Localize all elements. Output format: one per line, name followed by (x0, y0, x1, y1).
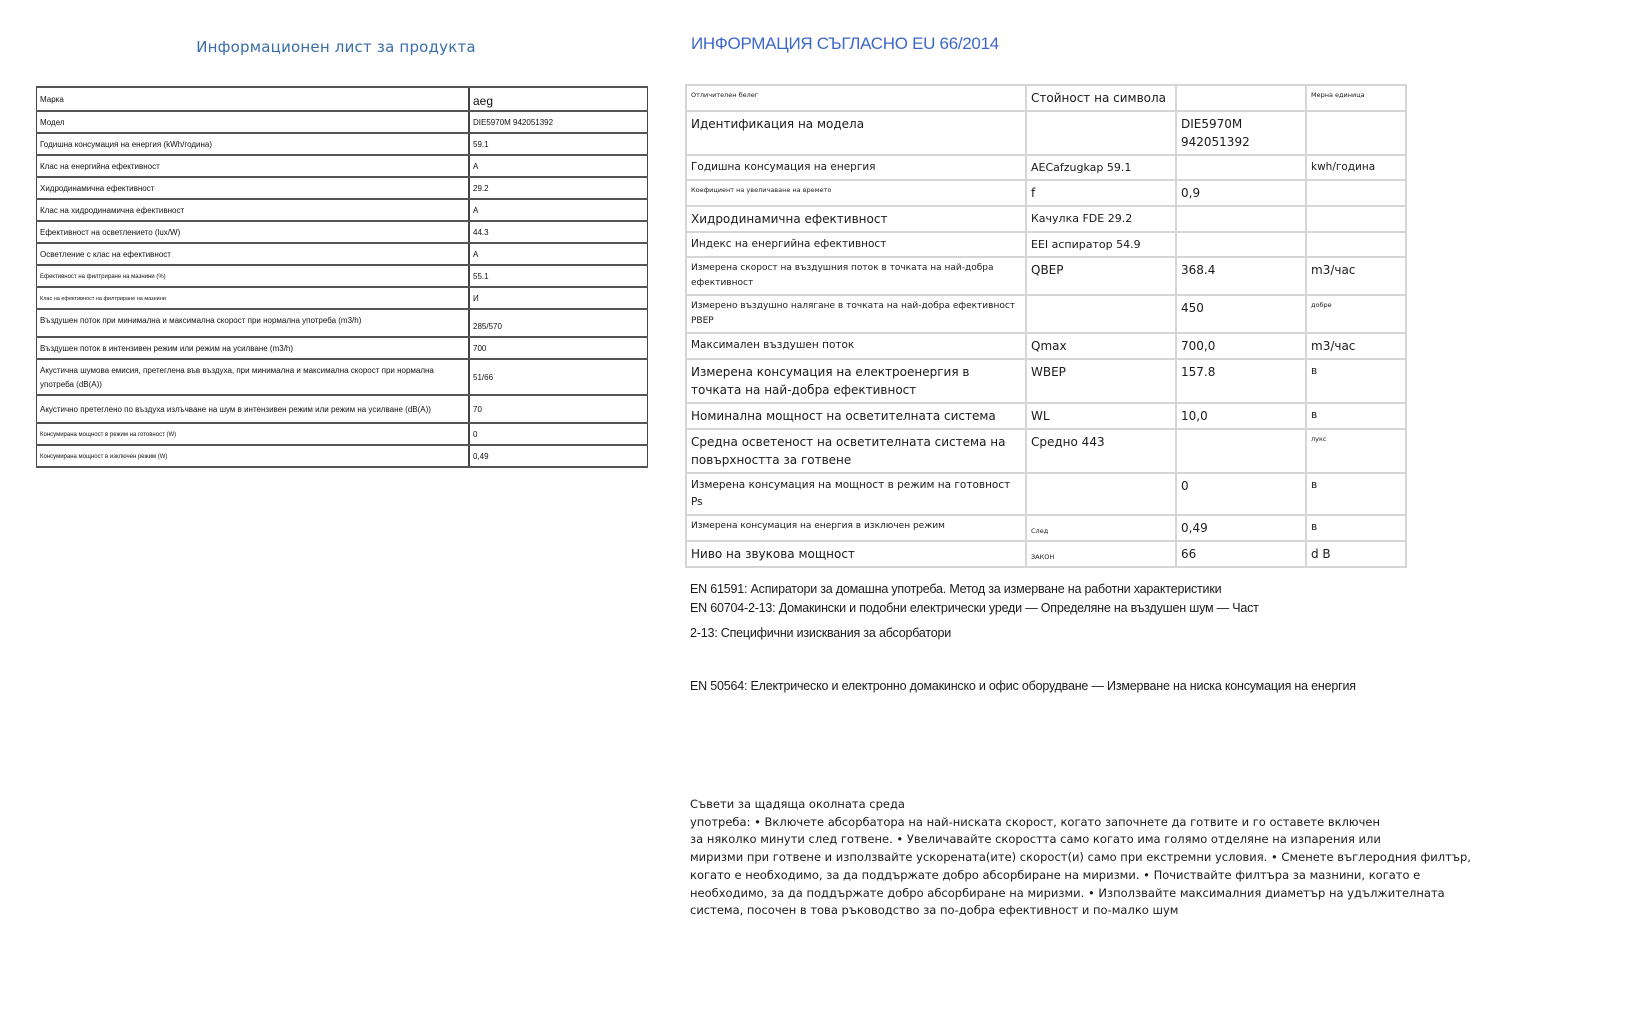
row-symbol: Качулка FDE 29.2 (1026, 206, 1176, 232)
table-row (37, 359, 648, 395)
row-feature: Индекс на енергийна ефективност (686, 232, 1026, 257)
row-feature: Идентификация на модела (686, 111, 1026, 155)
row-unit: kwh/година (1306, 155, 1406, 180)
table-row (37, 177, 648, 199)
table-row (686, 429, 1406, 473)
row-value: 0,49 (469, 445, 648, 467)
row-label: Консумирана мощност в режим на готовност (W) (37, 423, 470, 445)
row-unit: добре (1306, 295, 1406, 333)
row-symbol (1026, 295, 1176, 333)
row-symbol: Qmax (1026, 333, 1176, 359)
regulation-table (685, 84, 1407, 568)
table-row (37, 243, 648, 265)
table-row (686, 473, 1406, 515)
table-row (37, 395, 648, 423)
row-value: И (469, 287, 648, 309)
row-unit (1306, 180, 1406, 206)
row-label: Акустично претеглено по въздуха излъчване на шум в интензивен режим или режим на усилване (dB(A)) (37, 395, 470, 423)
row-symbol: f (1026, 180, 1176, 206)
row-value: 450 (1176, 295, 1306, 333)
row-feature: Хидродинамична ефективност (686, 206, 1026, 232)
row-feature: Измерена консумация на електроенергия в точката на най-добра ефективност (686, 359, 1026, 403)
header-empty (1176, 85, 1306, 111)
row-value: 55.1 (469, 265, 648, 287)
row-unit: d B (1306, 541, 1406, 567)
table-row (686, 232, 1406, 257)
table-row (37, 265, 648, 287)
row-value: 66 (1176, 541, 1306, 567)
row-label: Въздушен поток при минимална и максимална скорост при нормална употреба (m3/h) (37, 309, 470, 337)
row-unit (1306, 232, 1406, 257)
table-row (686, 155, 1406, 180)
left-title: Информационен лист за продукта (196, 38, 476, 56)
tips-title: Съвети за щадяща околната среда (690, 797, 905, 811)
row-feature: Коефициент на увеличаване на времето (686, 180, 1026, 206)
tips-line: употреба: • Включете абсорбатора на най-ниската скорост, когато започнете да готвите и го оставете включен (690, 814, 1380, 829)
row-label: Хидродинамична ефективност (37, 177, 470, 199)
row-feature: Максимален въздушен поток (686, 333, 1026, 359)
row-label: Клас на ефективност на филтриране на мазнини (37, 287, 470, 309)
tips-line: когато е необходимо, за да поддържате добро абсорбиране на миризми. • Почиствайте филтъра за мазнини, когато е (690, 867, 1421, 882)
row-symbol: WBEP (1026, 359, 1176, 403)
row-symbol: WL (1026, 403, 1176, 429)
row-unit: m3/час (1306, 257, 1406, 295)
table-row (686, 515, 1406, 541)
table-row (37, 155, 648, 177)
table-row (686, 359, 1406, 403)
table-row (686, 180, 1406, 206)
row-value: 368.4 (1176, 257, 1306, 295)
row-label: Марка (37, 87, 470, 111)
standard-en-61591: EN 61591: Аспиратори за домашна употреба. Метод за измерване на работни характеристики (690, 582, 1222, 596)
row-unit: в (1306, 515, 1406, 541)
table-row (686, 257, 1406, 295)
row-feature: Измерено въздушно налягане в точката на най-добра ефективност PBEP (686, 295, 1026, 333)
row-unit: m3/час (1306, 333, 1406, 359)
table-row (37, 221, 648, 243)
row-symbol: QBEP (1026, 257, 1176, 295)
row-label: Модел (37, 111, 470, 133)
tips-line: система, посочен в това ръководство за по-добра ефективност и по-малко шум (690, 903, 1179, 918)
table-row (37, 337, 648, 359)
table-row (37, 133, 648, 155)
table-row (37, 87, 648, 111)
row-label: Акустична шумова емисия, претеглена във въздуха, при минимална и максимална скорост при нормална употреба (dB(A)) (37, 359, 470, 395)
header-feature: Отличителен белег (686, 85, 1026, 111)
regulation-title: ИНФОРМАЦИЯ СЪГЛАСНО EU 66/2014 (691, 34, 999, 53)
row-unit: лукс (1306, 429, 1406, 473)
row-unit: в (1306, 473, 1406, 515)
row-unit (1306, 111, 1406, 155)
product-info-table (36, 86, 648, 468)
row-value: A (469, 155, 648, 177)
header-unit: Мерна единица (1306, 85, 1406, 111)
row-feature: Годишна консумация на енергия (686, 155, 1026, 180)
row-feature: Измерена консумация на мощност в режим на готовност Ps (686, 473, 1026, 515)
row-label: Консумирана мощност в изключен режим (W) (37, 445, 470, 467)
row-symbol: ЗАКОН (1026, 541, 1176, 567)
row-feature: Измерена консумация на енергия в изключен режим (686, 515, 1026, 541)
row-value (1176, 206, 1306, 232)
row-symbol: AECafzugkap 59.1 (1026, 155, 1176, 180)
row-feature: Ниво на звукова мощност (686, 541, 1026, 567)
row-value: 10,0 (1176, 403, 1306, 429)
row-label: Осветление с клас на ефективност (37, 243, 470, 265)
row-symbol: Средно 443 (1026, 429, 1176, 473)
product-info-section (36, 38, 636, 468)
row-value (1176, 232, 1306, 257)
row-value: 0 (469, 423, 648, 445)
row-value (1176, 429, 1306, 473)
row-value: A (469, 243, 648, 265)
row-label: Годишна консумация на енергия (kWh/година) (37, 133, 470, 155)
table-row (686, 403, 1406, 429)
row-label: Въздушен поток в интензивен режим или режим на усилване (m3/h) (37, 337, 470, 359)
table-row (686, 333, 1406, 359)
header-symbol-value: Стойност на символа (1026, 85, 1176, 111)
row-value: 0 (1176, 473, 1306, 515)
row-value: 700 (469, 337, 648, 359)
row-unit: в (1306, 403, 1406, 429)
row-value: 29.2 (469, 177, 648, 199)
row-label: Клас на хидродинамична ефективност (37, 199, 470, 221)
row-value: 0,9 (1176, 180, 1306, 206)
row-value: 70 (469, 395, 648, 423)
table-row (686, 111, 1406, 155)
row-value: 51/66 (469, 359, 648, 395)
row-label: Клас на енергийна ефективност (37, 155, 470, 177)
row-symbol: EEI аспиратор 54.9 (1026, 232, 1176, 257)
row-feature: Измерена скорост на въздушния поток в точката на най-добра ефективност (686, 257, 1026, 295)
standard-en-60704-part: 2-13: Специфични изисквания за абсорбатори (690, 626, 952, 640)
table-row (37, 111, 648, 133)
table-row (37, 287, 648, 309)
row-value: DIE5970M 942051392 (1176, 111, 1306, 155)
row-unit: в (1306, 359, 1406, 403)
row-feature: Средна осветеност на осветителната система на повърхността за готвене (686, 429, 1026, 473)
standard-en-50564: EN 50564: Електрическо и електронно домакинско и офис оборудване — Измерване на ниска консумация на енергия (690, 679, 1356, 693)
row-value: 285/570 (469, 309, 648, 337)
regulation-section (685, 34, 1545, 920)
row-value: 0,49 (1176, 515, 1306, 541)
row-label: Ефективност на филтриране на мазнини (%) (37, 265, 470, 287)
tips-line: миризми при готвене и използвайте ускорената(ите) скорост(и) само при екстремни условия. • Сменете въглеродния филтър, (690, 850, 1471, 865)
row-label: Ефективност на осветлението (lux/W) (37, 221, 470, 243)
row-feature: Номинална мощност на осветителната система (686, 403, 1026, 429)
eco-tips (690, 796, 1530, 920)
row-value: A (469, 199, 648, 221)
tips-line: за няколко минути след готвене. • Увеличавайте скоростта само когато има голямо отделяне на изпарения или (690, 832, 1381, 847)
table-row (37, 199, 648, 221)
row-value: 157.8 (1176, 359, 1306, 403)
table-row (37, 423, 648, 445)
row-unit (1306, 206, 1406, 232)
row-value: DIE5970M 942051392 (469, 111, 648, 133)
table-row (686, 295, 1406, 333)
table-header-row (686, 85, 1406, 111)
row-value: aeg (469, 87, 648, 111)
row-symbol (1026, 473, 1176, 515)
row-value: 59.1 (469, 133, 648, 155)
standards-list (690, 580, 1530, 696)
row-symbol (1026, 111, 1176, 155)
table-row (37, 309, 648, 337)
table-row (686, 206, 1406, 232)
standard-en-60704: EN 60704-2-13: Домакински и подобни електрически уреди — Определяне на въздушен шум — Част (690, 601, 1259, 615)
table-row (686, 541, 1406, 567)
row-value (1176, 155, 1306, 180)
row-value: 700,0 (1176, 333, 1306, 359)
tips-line: необходимо, за да поддържате добро абсорбиране на миризми. • Използвайте максималния диаметър на удължителната (690, 885, 1445, 900)
row-symbol: След (1026, 515, 1176, 541)
table-row (37, 445, 648, 467)
row-value: 44.3 (469, 221, 648, 243)
